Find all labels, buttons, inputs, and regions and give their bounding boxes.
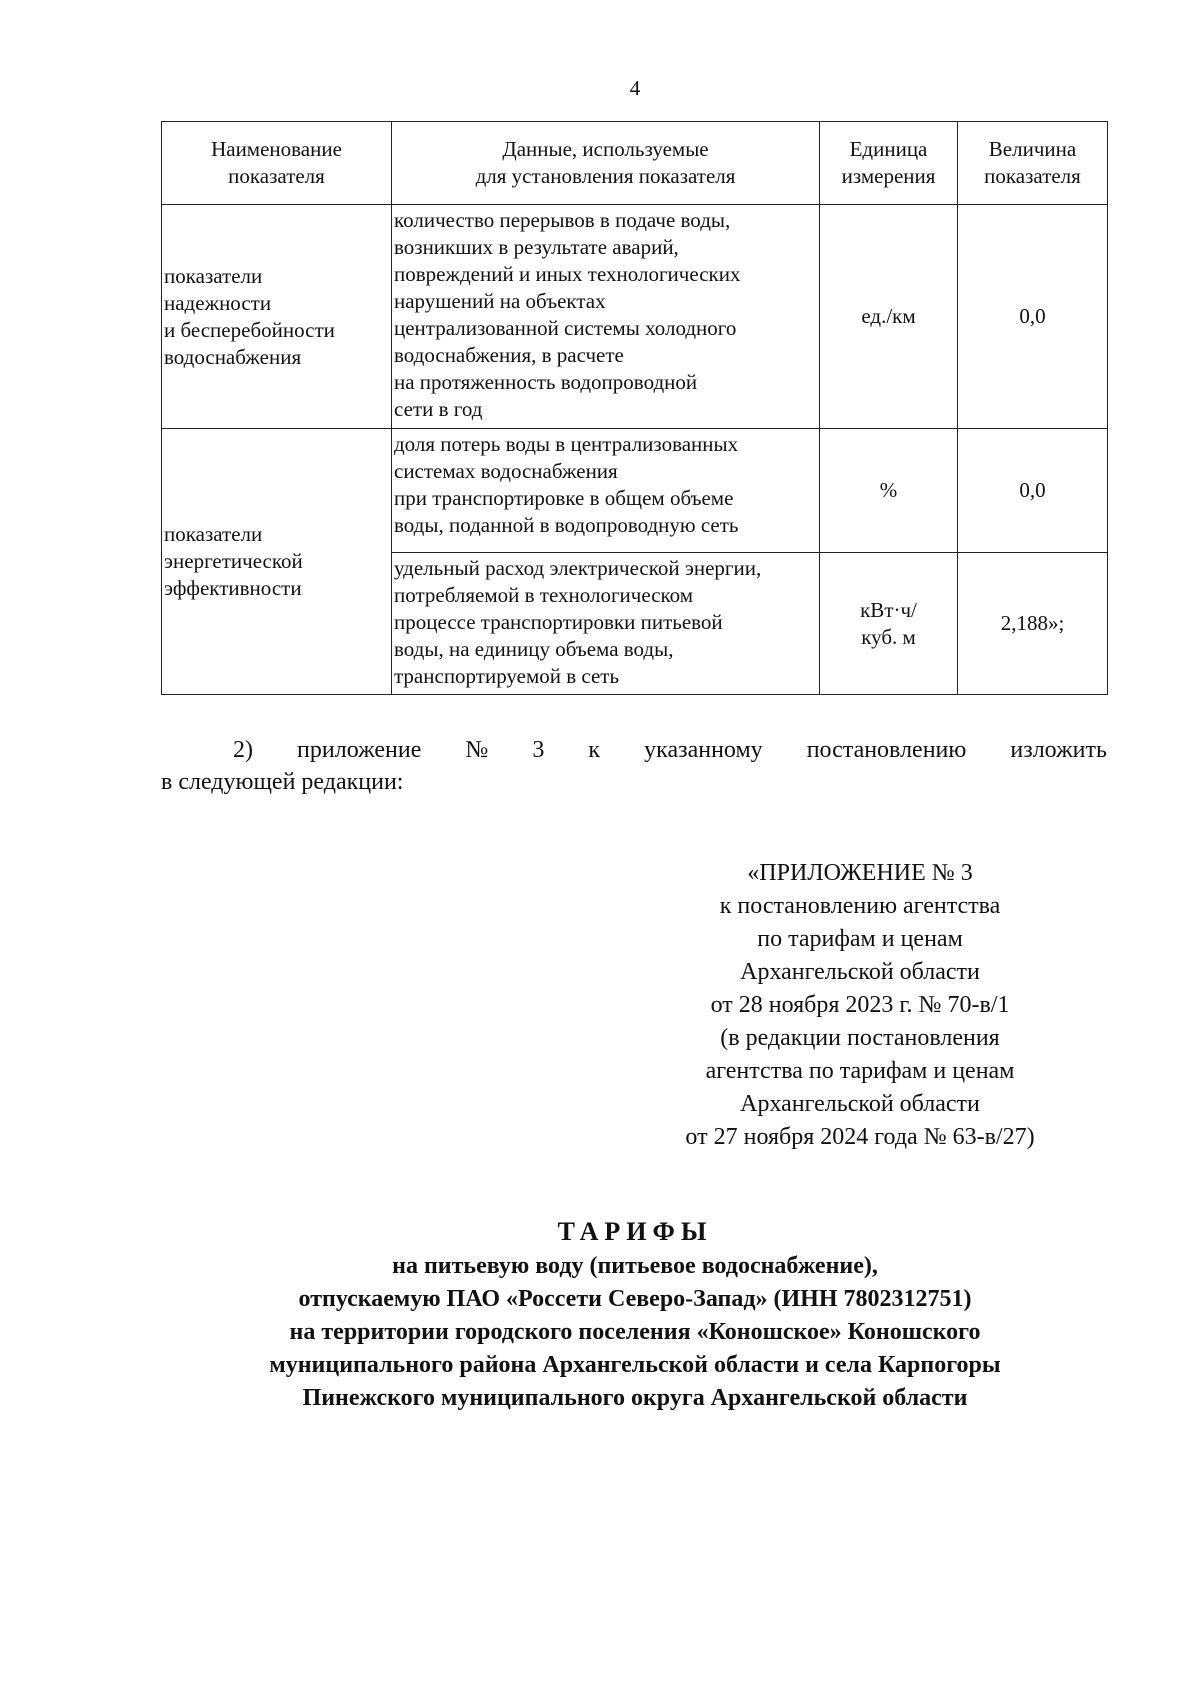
tariffs-subtitle-line: Пинежского муниципального округа Архангельской области	[302, 1385, 968, 1411]
indicator-name-cell	[162, 205, 392, 429]
data-line: возникших в результате аварий,	[394, 235, 679, 259]
data-line: на протяженность водопроводной	[394, 370, 698, 394]
paragraph-word: 3	[532, 737, 545, 763]
data-line: сети в год	[394, 397, 483, 421]
page-number: 4	[629, 76, 641, 100]
header-cell-data	[392, 122, 820, 205]
header-line: Величина	[988, 137, 1077, 161]
data-line: нарушений на объектах	[394, 289, 606, 313]
indicator-data-cell	[392, 553, 820, 695]
tariffs-subtitle-line: муниципального района Архангельской области и села Карпогоры	[269, 1352, 1001, 1378]
paragraph-first-line	[161, 734, 1107, 766]
paragraph-word: приложение	[297, 737, 422, 763]
header-cell-value	[958, 122, 1108, 205]
header-line: показателя	[228, 164, 325, 188]
data-line: процессе транспортировки питьевой	[394, 610, 723, 634]
paragraph-word: изложить	[1010, 737, 1107, 763]
data-line: потребляемой в технологическом	[394, 583, 694, 607]
data-line: воды, поданной в водопроводную сеть	[394, 513, 739, 537]
data-line: количество перерывов в подаче воды,	[394, 208, 731, 232]
data-line: централизованной системы холодного	[394, 316, 737, 340]
unit-line: ед./км	[861, 304, 916, 328]
indicator-name-line: надежности	[164, 290, 272, 315]
paragraph-word: постановлению	[806, 737, 967, 763]
indicator-name-line: показатели	[164, 263, 263, 288]
value-cell: 0,0	[958, 205, 1108, 429]
header-line: Данные, используемые	[502, 137, 709, 161]
unit-line: кВт·ч/	[860, 597, 917, 622]
indicator-name-line: и бесперебойности	[164, 317, 335, 342]
paragraph-word: 2)	[233, 737, 253, 763]
indicator-name-line: показатели	[164, 522, 263, 546]
appendix-line: агентства по тарифам и ценам	[705, 1058, 1015, 1084]
paragraph-second-line: в следующей редакции:	[161, 769, 404, 795]
appendix-line: Архангельской области	[740, 959, 980, 985]
data-line: доля потерь воды в централизованных	[394, 432, 739, 456]
data-line: при транспортировке в общем объеме	[394, 486, 734, 510]
appendix-line: (в редакции постановления	[720, 1025, 1000, 1051]
header-line: показателя	[984, 164, 1081, 188]
paragraph-word: указанному	[644, 737, 763, 763]
indicator-name-line: эффективности	[164, 576, 302, 600]
value-cell: 2,188»;	[958, 553, 1108, 695]
data-line: повреждений и иных технологических	[394, 262, 741, 286]
paragraph-word: №	[465, 737, 489, 763]
tariffs-title-block	[150, 1215, 1120, 1415]
indicator-name-line: водоснабжения	[164, 344, 302, 369]
appendix-line: Архангельской области	[740, 1091, 980, 1117]
header-cell-name	[162, 122, 392, 205]
appendix-line: по тарифам и ценам	[757, 926, 963, 952]
data-line: воды, на единицу объема воды,	[394, 637, 674, 661]
data-line: удельный расход электрической энергии,	[394, 556, 762, 580]
appendix-line: от 28 ноября 2023 г. № 70-в/1	[710, 992, 1010, 1018]
table-row	[162, 205, 1108, 429]
amendment-paragraph	[161, 734, 1107, 798]
tariffs-heading: ТАРИФЫ	[557, 1217, 713, 1246]
header-line: Единица	[849, 137, 928, 161]
appendix-line: к постановлению агентства	[719, 893, 1001, 919]
appendix-line: от 27 ноября 2024 года № 63-в/27)	[685, 1124, 1035, 1150]
value-cell: 0,0	[958, 429, 1108, 553]
header-line: для установления показателя	[475, 164, 736, 188]
data-line: системах водоснабжения	[394, 459, 618, 483]
indicator-data-cell	[392, 429, 820, 553]
header-line: Наименование	[211, 137, 342, 161]
indicator-name-line: энергетической	[164, 549, 303, 573]
table-header-row	[162, 122, 1108, 205]
unit-cell	[820, 205, 958, 429]
unit-line: куб. м	[861, 624, 916, 649]
indicator-name-cell	[162, 429, 392, 695]
indicators-table	[161, 121, 1108, 695]
header-cell-unit	[820, 122, 958, 205]
unit-cell	[820, 429, 958, 553]
unit-cell	[820, 553, 958, 695]
table-row	[162, 429, 1108, 553]
data-line: водоснабжения, в расчете	[394, 343, 624, 367]
tariffs-subtitle-line: отпускаемую ПАО «Россети Северо-Запад» (ИНН 7802312751)	[298, 1286, 972, 1312]
appendix-line: «ПРИЛОЖЕНИЕ № 3	[747, 860, 973, 886]
header-line: измерения	[841, 164, 936, 188]
tariffs-subtitle-line: на питьевую воду (питьевое водоснабжение),	[392, 1253, 878, 1279]
indicator-data-cell	[392, 205, 820, 429]
appendix-block	[600, 857, 1120, 1154]
data-line: транспортируемой в сеть	[394, 664, 620, 688]
paragraph-word: к	[588, 737, 601, 763]
unit-line: %	[879, 478, 898, 502]
tariffs-subtitle-line: на территории городского поселения «Коношское» Коношского	[289, 1319, 981, 1345]
